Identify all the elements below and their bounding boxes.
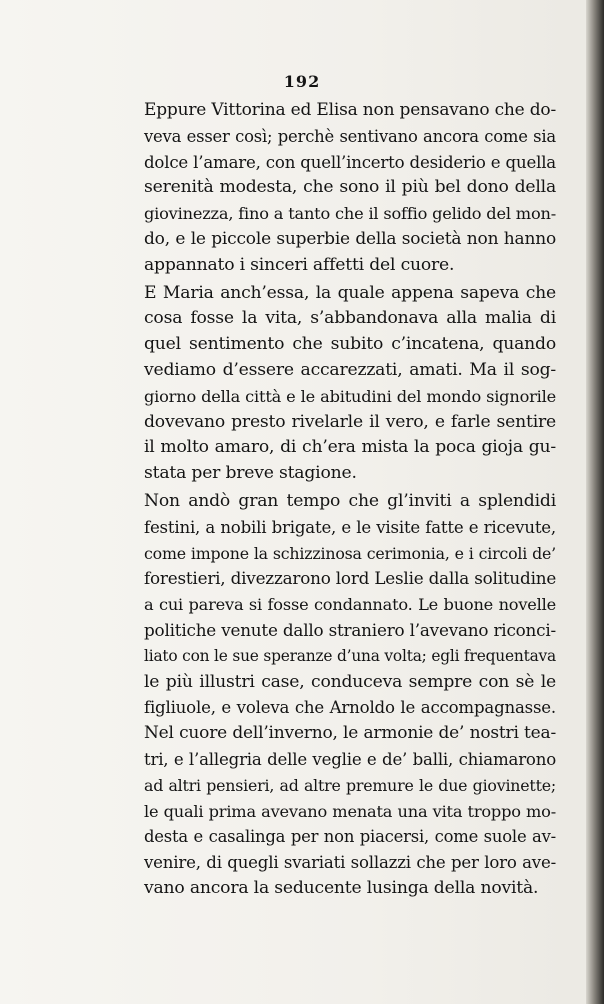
text-line: il molto amaro, di ch’era mista la poca gioja gu- [144, 437, 556, 458]
text-line: Nel cuore dell’inverno, le armonie de’ nostri tea- [144, 723, 556, 744]
text-line: giorno della città e le abitudini del mondo signorile [144, 386, 556, 406]
text-line: E Maria anch’essa, la quale appena sapeva che [144, 282, 556, 303]
text-line: politiche venute dallo straniero l’avevano riconci- [144, 619, 556, 640]
text-line: le più illustri case, conduceva sempre con sè le [144, 671, 556, 692]
text-line: le quali prima avevano menata una vita troppo mo- [144, 801, 556, 821]
text-line: vano ancora la seducente lusinga della novità. [144, 877, 539, 898]
text-line: quel sentimento che subito c’incatena, quando [144, 334, 556, 355]
text-line: venire, di quegli svariati sollazzi che per loro ave- [144, 853, 556, 873]
text-line: liato con le sue speranze d’una volta; egli frequentava [144, 646, 557, 665]
paragraph-3 [144, 489, 556, 902]
text-line: serenità modesta, che sono il più bel dono della [144, 177, 556, 198]
text-line: a cui pareva si fosse condannato. Le buone novelle [144, 595, 556, 615]
text-line: forestieri, divezzarono lord Leslie dalla solitudine [144, 568, 557, 589]
text-line: Eppure Vittorina ed Elisa non pensavano che do- [144, 100, 556, 120]
page-number: 192 [283, 72, 321, 91]
text-line: vediamo d’essere accarezzati, amati. Ma il sog- [144, 359, 556, 380]
paragraph-1 [144, 98, 556, 279]
text-line: dovevano presto rivelarle il vero, e farle sentire [144, 411, 556, 432]
text-line: desta e casalinga per non piacersi, come suole av- [144, 827, 556, 847]
text-line: ad altri pensieri, ad altre premure le due giovinette; [144, 775, 556, 795]
text-line: veva esser così; perchè sentivano ancora come sia [144, 126, 556, 146]
text-line: festini, a nobili brigate, e le visite fatte e ricevute, [144, 517, 556, 537]
text-line: come impone la schizzinosa cerimonia, e i circoli de’ [144, 543, 556, 563]
page-spine-shadow [586, 0, 604, 1004]
text-line: giovinezza, fino a tanto che il soffio gelido del mon- [144, 204, 556, 224]
text-line: tri, e l’allegria delle veglie e de’ balli, chiamarono [144, 749, 556, 769]
text-line: figliuole, e voleva che Arnoldo le accompagnasse. [144, 698, 556, 718]
text-line: dolce l’amare, con quell’incerto desiderio e quella [144, 152, 556, 172]
text-line: appannato i sinceri affetti del cuore. [144, 254, 455, 275]
paragraph-2 [144, 281, 556, 487]
text-line: do, e le piccole superbie della società non hanno [144, 228, 556, 249]
text-line: Non andò gran tempo che gl’inviti a splendidi [144, 490, 556, 511]
text-line: stata per breve stagione. [144, 463, 357, 484]
text-line: cosa fosse la vita, s’abbandonava alla malia di [144, 308, 556, 329]
body-text [144, 98, 556, 902]
